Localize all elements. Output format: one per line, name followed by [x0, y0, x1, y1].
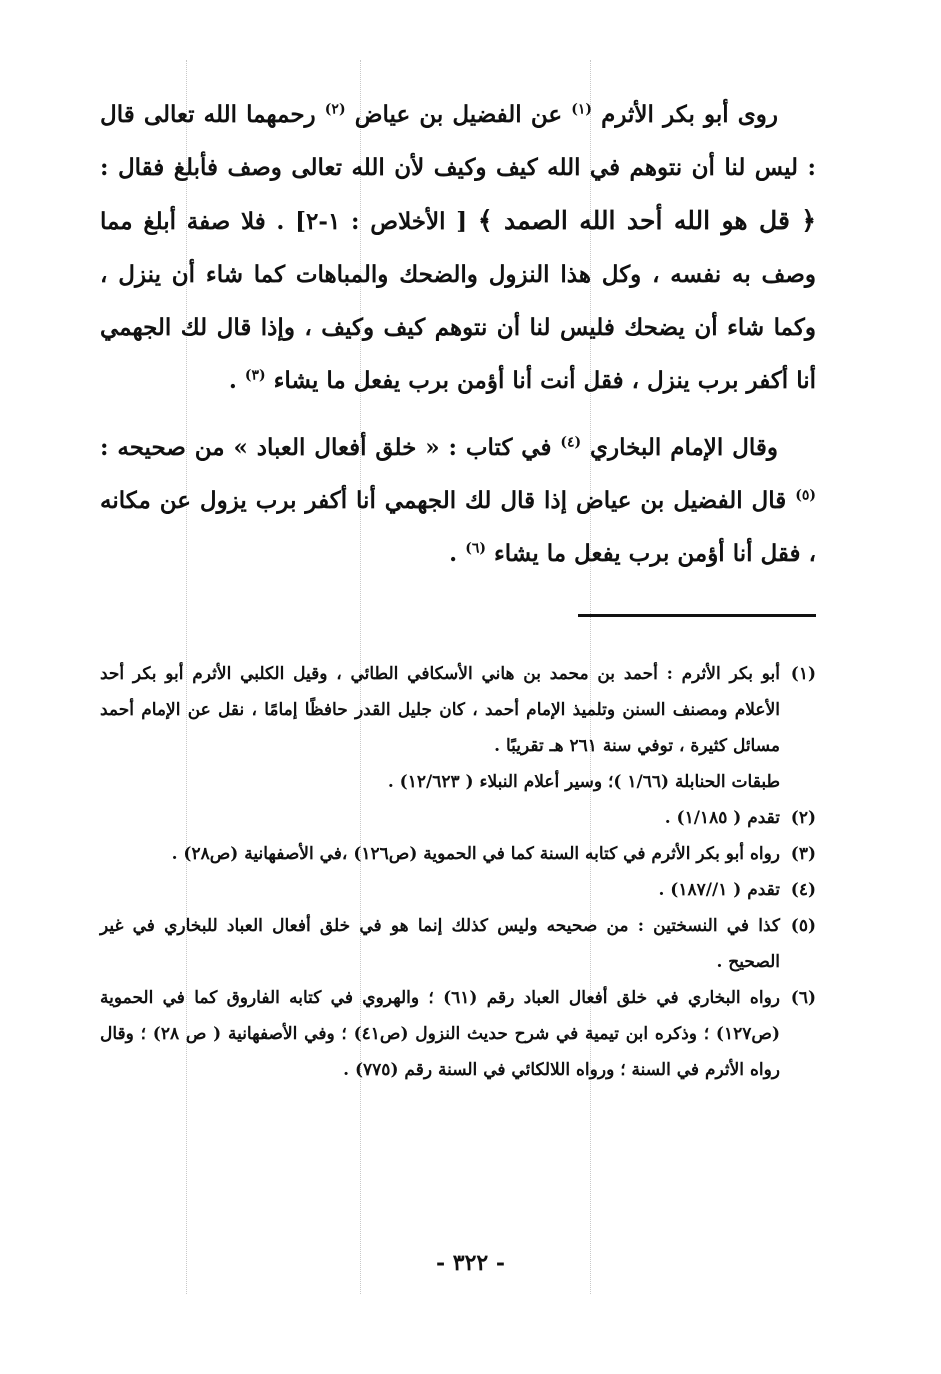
footnote-item — [100, 836, 816, 872]
footnote-number: (٦) — [790, 988, 816, 1008]
footnote-number: (٥) — [790, 916, 816, 936]
text-run: روى أبو بكر الأثرم — [591, 101, 779, 128]
text-run: . — [449, 540, 466, 567]
footnote-ref[interactable]: (٢) — [324, 101, 346, 118]
footnote-text: أبو بكر الأثرم : أحمد بن محمد بن هاني الأسكافي الطائي ، وقيل الكلبي الأثرم أبو بكر أحد الأعلام ومصنف السنن وتلميذ الإمام أحمد ، كان جليل القدر حافظًا إمامًا ، نقل عن الإمام أحمد مسائل كثيرة ، توفي سنة ٢٦١ هـ تقريبًا . — [100, 664, 780, 756]
footnote-item — [100, 764, 816, 800]
footnote-ref[interactable]: (٤) — [560, 434, 582, 451]
footnote-item — [100, 872, 816, 908]
footnote-item — [100, 656, 816, 764]
text-run: قال الفضيل بن عياض إذا قال لك الجهمي أنا أكفر برب يزول عن مكانه ، فقل أنا أؤمن برب يفعل ما يشاء — [100, 487, 816, 567]
text-run: في كتاب : « خلق أفعال العباد » من صحيحه : — [100, 434, 561, 461]
footnote-item — [100, 800, 816, 836]
footnote-number: (١) — [790, 664, 816, 684]
footnote-text: تقدم ( ١/١٨٥) . — [664, 808, 780, 828]
footnotes — [100, 656, 816, 1088]
footnote-number: (٤) — [790, 880, 816, 900]
footnote-ref[interactable]: (٣) — [244, 367, 266, 384]
paragraph — [100, 88, 816, 407]
text-run: . — [228, 367, 245, 394]
paragraph — [100, 421, 816, 580]
footnote-text: طبقات الحنابلة (١/٦٦ )؛ وسير أعلام النبلاء ( ١٢/٦٢٣) . — [387, 772, 780, 792]
text-run: رحمهما الله تعالى قال : ليس لنا أن نتوهم في الله كيف وكيف لأن الله تعالى وصف فأبلغ فقال : — [100, 101, 816, 181]
footnote-ref[interactable]: (٥) — [795, 487, 816, 504]
footnote-text: تقدم ( ١//١٨٧) . — [658, 880, 780, 900]
quran-verse: ﴿ قل هو الله أحد الله الصمد ﴾ — [477, 206, 816, 235]
text-run: عن الفضيل بن عياض — [345, 101, 572, 128]
page-number: - ٣٢٢ - — [435, 1250, 506, 1276]
text-run: [ الأخلاص : ١-٢] . فلا صفة أبلغ مما وصف به نفسه ، وكل هذا النزول والضحك والمباهات كما شاء أن ينزل ، وكما شاء أن يضحك فليس لنا أن نتوهم كيف وكيف ، وإذا قال لك الجهمي أنا أكفر برب ينزل ، فقل أنت أنا أؤمن برب يفعل ما يشاء — [100, 208, 816, 394]
footnote-text: رواه البخاري في خلق أفعال العباد رقم (٦١) ؛ والهروي في كتابه الفاروق كما في الحموية (ص١٢٧) ؛ وذكره ابن تيمية في شرح حديث النزول (ص٤١) ؛ وفي الأصفهانية ( ص ٢٨) ؛ وقال رواه الأثرم في السنة ؛ ورواه اللالكائي في السنة رقم (٧٧٥) . — [100, 988, 780, 1080]
footnote-text: كذا في النسختين : من صحيحه وليس كذلك إنما هو في خلق أفعال العباد للبخاري في غير الصحيح . — [100, 916, 780, 972]
text-run: وقال الإمام البخاري — [581, 434, 778, 461]
footnote-text: رواه أبو بكر الأثرم في كتابه السنة كما في الحموية (ص١٢٦) ،في الأصفهانية (ص٢٨) . — [171, 844, 780, 864]
footnote-divider — [578, 614, 816, 617]
footnote-number: (٢) — [790, 808, 816, 828]
main-text — [100, 88, 816, 594]
footnote-ref[interactable]: (١) — [571, 101, 592, 118]
footnote-item — [100, 980, 816, 1088]
footnote-number: (٣) — [790, 844, 816, 864]
footnote-ref[interactable]: (٦) — [465, 540, 486, 557]
footnote-item — [100, 908, 816, 980]
